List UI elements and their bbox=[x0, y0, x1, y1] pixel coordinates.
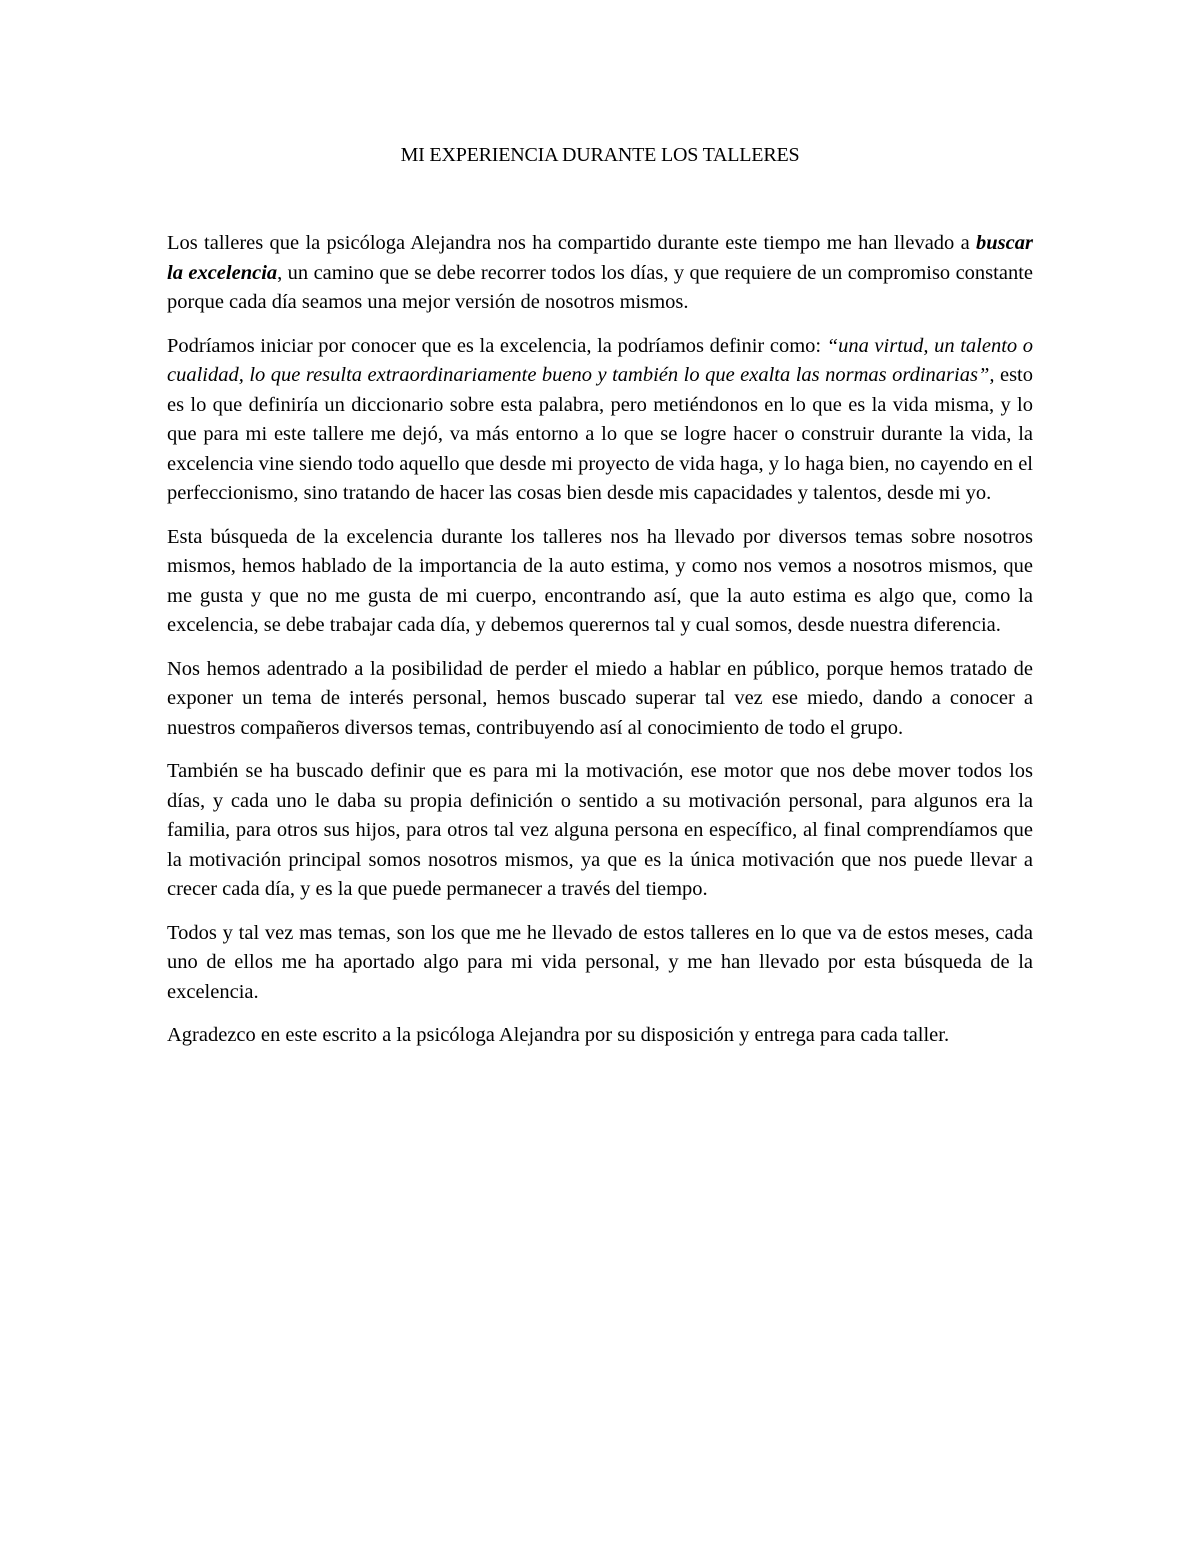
paragraph-2-text-start: Podríamos iniciar por conocer que es la excelencia, la podríamos definir como: bbox=[167, 334, 827, 357]
paragraph-5: También se ha buscado definir que es para mi la motivación, ese motor que nos debe mover todos los días, y cada uno le daba su propia definición o sentido a su motivación personal, para algunos era la familia, para otros sus hijos, para otros tal vez alguna persona en específico, al final comprendíamos que la motivación principal somos nosotros mismos, ya que es la única motivación que nos puede llevar a crecer cada día, y es la que puede permanecer a través del tiempo. bbox=[167, 760, 1033, 900]
document-body bbox=[167, 229, 1033, 1065]
paragraph-6: Todos y tal vez mas temas, son los que me he llevado de estos talleres en lo que va de estos meses, cada uno de ellos me ha aportado algo para mi vida personal, y me han llevado por esta búsqueda de la excelencia. bbox=[167, 921, 1033, 1003]
paragraph-1-emphasis: buscar la excelencia bbox=[167, 232, 1033, 284]
paragraph-2-text-end: esto es lo que definiría un diccionario sobre esta palabra, pero metiéndonos en lo que es la vida misma, y lo que para mi este tallere me dejó, va más entorno a lo que se logre hacer o construir durante la vida, la excelencia vine siendo todo aquello que desde mi proyecto de vida haga, y lo haga bien, no cayendo en el perfeccionismo, sino tratando de hacer las cosas bien desde mis capacidades y talentos, desde mi yo. bbox=[167, 364, 1033, 504]
paragraph-1 bbox=[167, 229, 1033, 318]
paragraph-2-definition-quote: “una virtud, un talento o cualidad, lo que resulta extraordinariamente bueno y también lo que exalta las normas ordinarias”, bbox=[167, 334, 1033, 386]
paragraph-4: Nos hemos adentrado a la posibilidad de perder el miedo a hablar en público, porque hemos tratado de exponer un tema de interés personal, hemos buscado superar tal vez ese miedo, dando a conocer a nuestros compañeros diversos temas, contribuyendo así al conocimiento de todo el grupo. bbox=[167, 657, 1033, 739]
paragraph-1-text-start: Los talleres que la psicóloga Alejandra nos ha compartido durante este tiempo me han llevado a bbox=[167, 232, 977, 254]
paragraph-1-text-end: , un camino que se debe recorrer todos los días, y que requiere de un compromiso constante porque cada día seamos una mejor versión de nosotros mismos. bbox=[167, 261, 1034, 313]
paragraph-7: Agradezco en este escrito a la psicóloga Alejandra por su disposición y entrega para cada taller. bbox=[167, 1024, 950, 1046]
document-title: MI EXPERIENCIA DURANTE LOS TALLERES bbox=[400, 144, 800, 166]
paragraph-2 bbox=[167, 332, 1033, 509]
paragraph-3: Esta búsqueda de la excelencia durante los talleres nos ha llevado por diversos temas sobre nosotros mismos, hemos hablado de la importancia de la auto estima, y como nos vemos a nosotros mismos, que me gusta y que no me gusta de mi cuerpo, encontrando así, que la auto estima es algo que, como la excelencia, se debe trabajar cada día, y debemos querernos tal y cual somos, desde nuestra diferencia. bbox=[167, 525, 1033, 636]
